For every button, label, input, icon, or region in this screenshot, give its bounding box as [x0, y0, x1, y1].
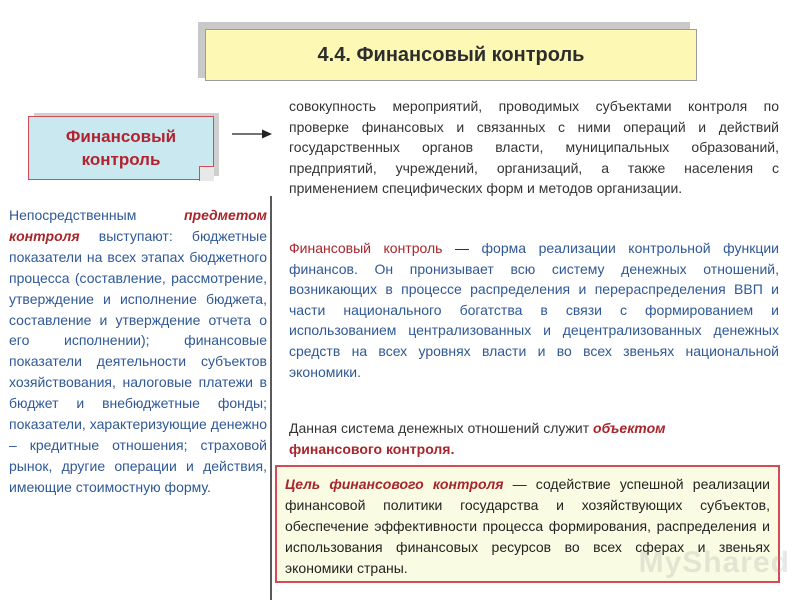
page-title-text: 4.4. Финансовый контроль [317, 43, 585, 66]
page-title [205, 29, 697, 81]
watermark-logo: MyShared [638, 546, 790, 579]
definition3-highlight1: объектом [593, 420, 666, 436]
object-of-control-text [289, 418, 779, 459]
definition3-body: Данная система денежных отношений служит [289, 420, 594, 436]
column-divider [270, 196, 272, 600]
concept-box-line1: Финансовый [65, 127, 177, 146]
definition2-term: Финансовый контроль [289, 240, 443, 256]
definition-text-2 [289, 238, 779, 382]
concept-box-line2: контроль [81, 150, 161, 169]
subject-intro: Непосредственным [9, 207, 184, 223]
goal-term: Цель финансового контроля [285, 476, 504, 492]
subject-of-control-text [9, 205, 267, 498]
definition3-highlight2: финансового контроля. [289, 440, 455, 457]
arrow-right-icon [232, 128, 272, 140]
definition-text-1: совокупность мероприятий, проводимых субъектами контроля по проверке финансовых и связанных с ними операций и действий государственных органов власти, муниципальных образований, предприятий, учреждений, организаций, а также населения с применением специфических форм и методов организации. [289, 98, 779, 197]
goal-body: — содействие успешной реализации финансовой политики государства и хозяйствующих субъектов, обеспечение эффективности процесса формирования, распределения и использования финансовых ресурсов во всех сферах и звеньях экономики страны. [285, 476, 770, 576]
definition2-dash: — [442, 240, 482, 256]
concept-box [28, 116, 214, 180]
definition2-body: форма реализации контрольной функции финансов. Он пронизывает всю систему денежных отношений, возникающих в процессе распределения и перераспределения ВВП и части национального богатства в связи с формированием и использованием централизованных и децентрализованных денежных средств на всех уровнях власти и во всех звеньях национальной экономики. [289, 240, 779, 380]
concept-box-fold [199, 166, 214, 181]
subject-body: выступают: бюджетные показатели на всех этапах бюджетного процесса (составление, рассмотрение, утверждение и исполнение бюджета, составление и утверждение отчета о его исполнении); финансовые показатели деятельности субъектов хозяйствования, налоговые платежи в бюджет и внебюджетные фонды; показатели, характеризующие денежно – кредитные отношения; страховой рынок, другие операции и действия, имеющие стоимостную форму. [9, 227, 267, 495]
subject-highlight: предметом контроля [9, 207, 267, 244]
